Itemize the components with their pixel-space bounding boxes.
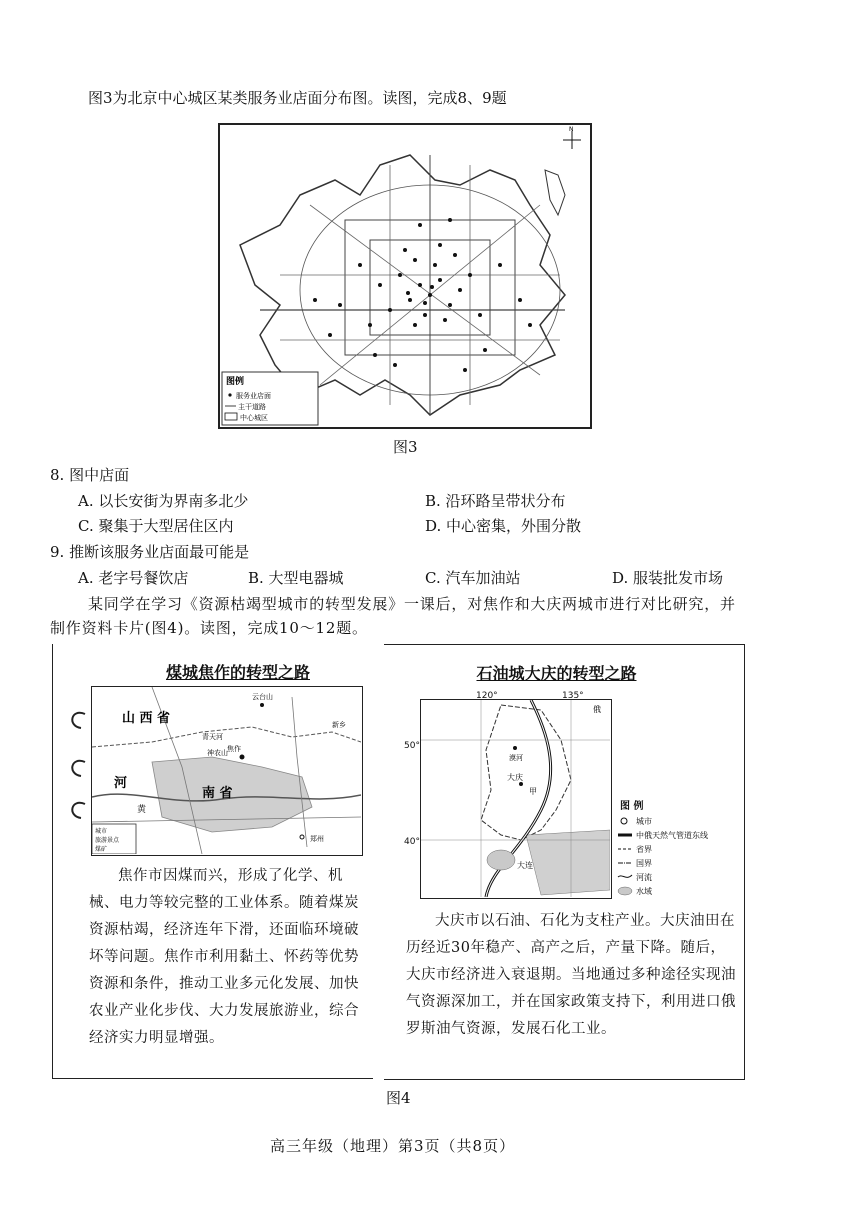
jiaozuo-map-graphic (92, 687, 361, 854)
jiaozuo-legend-tourism: 旅游景点 (95, 837, 120, 844)
card-daqing-title: 石油城大庆的转型之路 (476, 664, 637, 683)
daqing-legend-province: 省界 (636, 845, 652, 854)
jiaozuo-map-label-jiaozuo: 焦作 (227, 745, 241, 753)
question-8-option-c: C. 聚集于大型居住区内 (78, 517, 234, 535)
card-jiaozuo (52, 644, 373, 1079)
daqing-map-label-mohe: 漠河 (509, 754, 523, 762)
intro-question-8-9: 图3为北京中心城区某类服务业店面分布图。读图，完成8、9题 (88, 89, 507, 107)
question-8-stem: 8. 图中店面 (50, 466, 130, 484)
question-9-option-a: A. 老字号餐饮店 (78, 569, 189, 587)
jiaozuo-map-label-zhengzhou: 郑州 (310, 835, 324, 843)
daqing-map-label-dalian: 大连 (517, 861, 533, 870)
card-jiaozuo-title: 煤城焦作的转型之路 (165, 663, 310, 682)
question-8-option-d: D. 中心密集，外围分散 (425, 517, 582, 535)
daqing-legend-river: 河流 (636, 873, 652, 882)
card-daqing (384, 644, 745, 1080)
jiaozuo-map-label-huang: 黄 (137, 805, 147, 815)
page-footer: 高三年级（地理）第3页（共8页） (270, 1137, 516, 1155)
card-daqing-text: 大庆市以石油、石化为支柱产业。大庆油田在历经近30年稳产、高产之后，产量下降。随后，大庆市经济进入衰退期。当地通过多种途径实现油气资源深加工，并在国家政策支持下，利用进口俄罗斯油气资源，发展石化工业。 (406, 913, 736, 1037)
jiaozuo-map-label-nan: 南 省 (202, 786, 233, 801)
jiaozuo-map-label-he: 河 (114, 776, 128, 791)
question-9-option-b: B. 大型电器城 (248, 569, 344, 587)
beijing-map-graphic (220, 125, 590, 427)
fig3-legend-title: 图例 (226, 377, 245, 387)
binder-ring-icon (63, 704, 93, 824)
jiaozuo-map-label-yuntaishan: 云台山 (252, 693, 273, 701)
question-8-option-b: B. 沿环路呈带状分布 (425, 492, 566, 510)
daqing-lon-120: 120° (476, 691, 498, 701)
daqing-legend (616, 815, 746, 899)
compass-icon (563, 126, 581, 149)
jiaozuo-legend-coal: 煤矿 (95, 846, 108, 853)
compass-n-label: N (569, 126, 574, 133)
jiaozuo-map-label-xinxiang: 新乡 (332, 721, 346, 729)
question-9-stem: 9. 推断该服务业店面最可能是 (50, 543, 250, 561)
daqing-legend-city: 城市 (636, 817, 652, 826)
jiaozuo-map-label-qingtianhe: 青天河 (202, 733, 223, 741)
fig3-legend-item-shop: 服务业店面 (236, 392, 271, 400)
daqing-map-label-jia: 甲 (529, 787, 537, 796)
fig3-legend-item-center: 中心城区 (240, 414, 268, 422)
daqing-legend-water: 水域 (636, 887, 652, 896)
figure-3-map (218, 123, 592, 429)
daqing-lon-135: 135° (562, 691, 584, 701)
daqing-map (420, 699, 612, 899)
fig3-legend-item-road: 主干道路 (238, 403, 266, 411)
daqing-legend-pipeline: 中俄天然气管道东线 (636, 831, 708, 840)
daqing-map-label-daqing: 大庆 (507, 773, 523, 782)
daqing-map-label-e: 俄 (593, 705, 601, 714)
card-jiaozuo-text: 焦作市因煤而兴，形成了化学、机械、电力等较完整的工业体系。随着煤炭资源枯竭，经济连年下滑，还面临环境破坏等问题。焦作市利用黏土、怀药等优势资源和条件，推动工业多元化发展、加快农业产业化步伐、大力发展旅游业，综合经济实力明显增强。 (89, 868, 359, 1046)
question-8-option-a: A. 以长安街为界南多北少 (78, 492, 249, 510)
figure-3-caption: 图3 (393, 438, 418, 456)
intro-question-10-12-line2: 制作资料卡片(图4)。读图，完成10～12题。 (50, 619, 368, 637)
figure-4-caption: 图4 (386, 1089, 411, 1107)
jiaozuo-legend-city: 城市 (95, 828, 108, 835)
jiaozuo-map-label-shennongshan: 神农山 (207, 749, 228, 757)
question-9-option-d: D. 服装批发市场 (612, 569, 724, 587)
jiaozuo-map (91, 686, 363, 856)
jiaozuo-map-label-shanxi: 山 西 省 (122, 711, 171, 726)
daqing-legend-border: 国界 (636, 859, 652, 868)
question-9-option-c: C. 汽车加油站 (425, 569, 521, 587)
daqing-lat-40: 40° (404, 837, 420, 847)
daqing-map-graphic (421, 700, 610, 897)
daqing-lat-50: 50° (404, 741, 420, 751)
daqing-legend-title: 图 例 (620, 801, 644, 812)
intro-question-10-12-line1: 某同学在学习《资源枯竭型城市的转型发展》一课后，对焦作和大庆两城市进行对比研究，并 (88, 595, 736, 613)
